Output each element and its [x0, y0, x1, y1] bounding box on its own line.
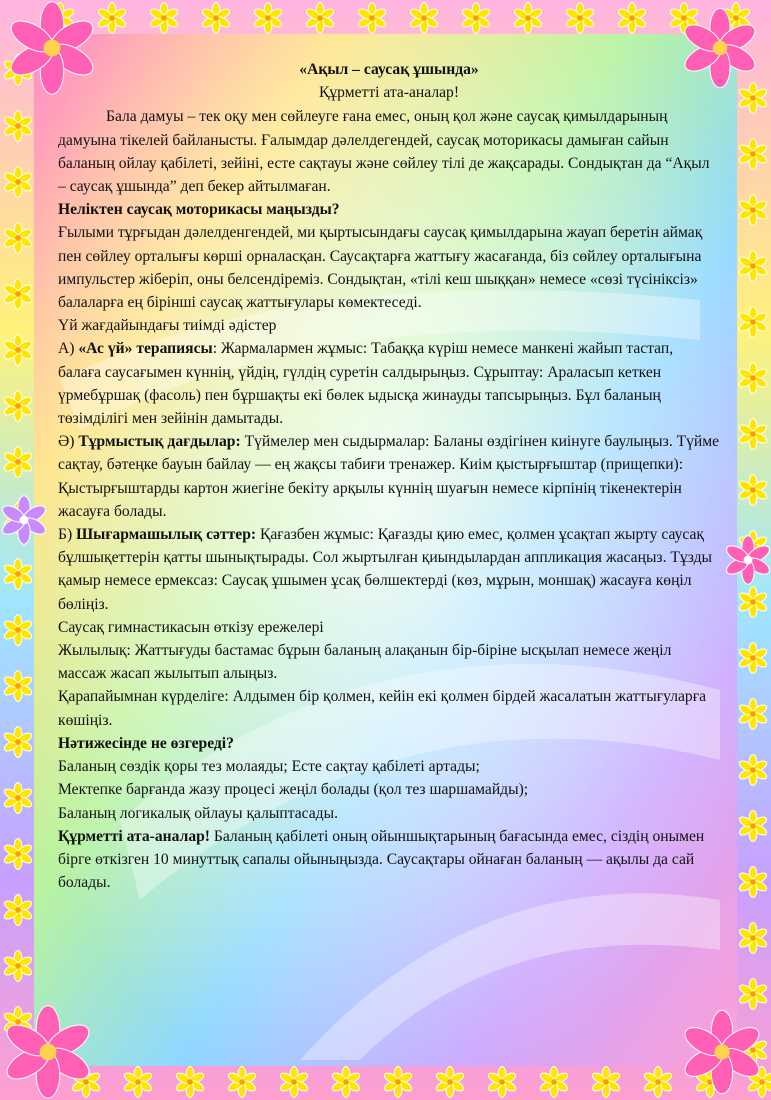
method-b-label: Тұрмыстық дағдылар: — [78, 433, 241, 451]
method-a-label: «Ас үй» терапиясы — [78, 340, 213, 358]
result-item: Баланың логикалық ойлауы қалыптасады. — [58, 804, 338, 822]
page-title: «Ақыл – саусақ ұшында» — [299, 61, 479, 78]
closing-text: Баланың қабілеті оның ойыншықтарының бағасында емес, сіздің онымен бірге өткізген 10 минуттық сапалы ойыныңызда. Саусақтары ойнаған баланың — ақылы да сай болады. — [58, 827, 705, 892]
method-a-prefix: А) — [58, 340, 79, 358]
greeting: Құрметті ата-аналар! — [318, 84, 460, 102]
method-a — [58, 337, 720, 430]
method-c — [58, 523, 720, 616]
method-b-text: Түймелер мен сыдырмалар: Баланы өздігінен киінуге баулыңыз. Түйме сақтау, бәтеңке бауын байлау — ең жақсы табиғи тренажер. Киім қыстырғыштар (прищепки): Қыстырғыштарды картон жиегіне бекіту арқылы күннің шуағын немесе кірпінің тікенектерін жасауға болады. — [58, 433, 720, 520]
method-c-label: Шығармашылық сәттер: — [76, 526, 257, 544]
closing-label: Құрметті ата-аналар! — [58, 827, 210, 845]
method-a-text: : Жармалармен жұмыс: Табаққа күріш немесе манкені жайып тастап, балаға саусағымен күннің, үйдің, гүлдің суретін салдырыңыз. Сұрыптау: Араласып кеткен үрмебұршақ (фасоль) пен бұршақты екі бөлек ыдысқа жинауды тапсырыңыз. Бұл баланың төзімділігі мен зейінін дамытады. — [58, 340, 674, 428]
section-why-heading: Неліктен саусақ моторикасы маңызды? — [58, 201, 340, 219]
leaflet-content — [58, 58, 720, 894]
method-c-text: Қағазбен жұмыс: Қағазды қию емес, қолмен ұсақтап жырту саусақ бұлшықеттерін қатты шынықтырады. Сол жыртылған қиындылардан аппликация жасаңыз. Тұзды қамыр немесе ермексаз: Саусақ ұшымен ұсақ бөлшектерді (көз, мұрын, моншақ) жасауға көңіл бөліңіз. — [58, 526, 712, 613]
method-c-prefix: Б) — [58, 526, 77, 544]
result-item: Мектепке барғанда жазу процесі жеңіл болады (қол тез шаршамайды); — [58, 781, 529, 799]
intro-paragraph: Бала дамуы – тек оқу мен сөйлеуге ғана емес, оның қол және саусақ қимылдарының дамуына тікелей байланысты. Ғалымдар дәлелдегендей, саусақ моторикасы дамыған сайын баланың ойлау қабілеті, зейіні, есте сақтауы және сөйлеу тілі де жақсарады. Сондықтан да “Ақыл – саусақ ұшында” деп бекер айтылмаған. — [58, 108, 710, 196]
closing-paragraph — [58, 825, 720, 895]
rules-heading: Саусақ гимнастикасын өткізу ережелері — [58, 618, 324, 636]
rule-item: Жылылық: Жаттығуды бастамас бұрын баланың алақанын бір-біріне ысқылап немесе жеңіл массаж жасап жылытып алыңыз. — [58, 642, 672, 683]
method-b — [58, 430, 720, 523]
results-heading: Нәтижесінде не өзгереді? — [58, 734, 234, 752]
rule-item: Қарапайымнан күрделіге: Алдымен бір қолмен, кейін екі қолмен бірдей жасалатын жаттығуларға көшіңіз. — [58, 688, 707, 729]
methods-heading: Үй жағдайындағы тиімді әдістер — [58, 317, 277, 335]
section-why-text: Ғылыми тұрғыдан дәлелденгендей, ми қыртысындағы саусақ қимылдарына жауап беретін аймақ пен сөйлеу орталығы көрші орналасқан. Саусақтарға жаттығу жасағанда, біз сөйлеу орталығына импульстер жіберіп, оны белсендіреміз. Сондықтан, «тілі кеш шыққан» немесе «сөзі түсініксіз» балаларға ең бірінші саусақ жаттығулары көмектеседі. — [58, 224, 703, 312]
result-item: Баланың сөздік қоры тез молаяды; Есте сақтау қабілеті артады; — [58, 758, 480, 776]
method-b-prefix: Ә) — [58, 433, 79, 451]
